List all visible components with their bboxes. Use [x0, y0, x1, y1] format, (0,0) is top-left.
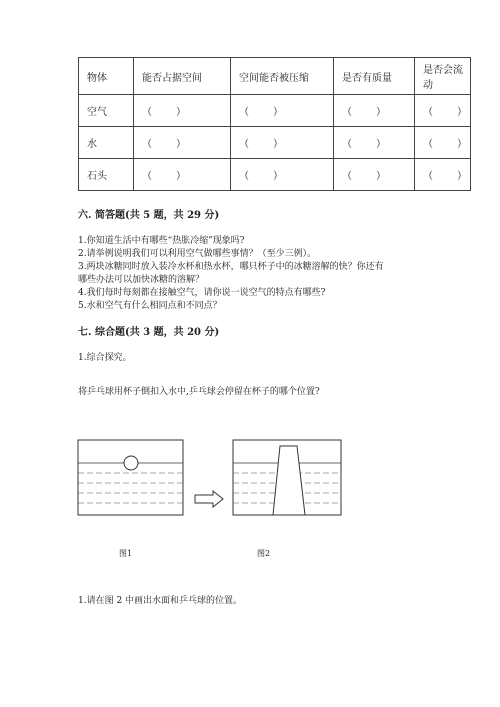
- properties-table: [78, 57, 471, 191]
- figure-1-caption: 图1: [119, 549, 133, 558]
- answer-blank[interactable]: （ ）: [334, 95, 415, 127]
- header-object: 物体: [79, 58, 134, 95]
- item-1: 1.综合探究。: [78, 353, 132, 363]
- answer-blank[interactable]: （ ）: [134, 127, 231, 159]
- answer-blank[interactable]: （ ）: [415, 127, 471, 159]
- answer-blank[interactable]: （ ）: [231, 127, 334, 159]
- question-2: 2.请举例说明我们可以利用空气做哪些事情？（至少三例）。: [78, 249, 317, 259]
- answer-blank[interactable]: （ ）: [134, 95, 231, 127]
- figure-1: [70, 435, 190, 520]
- figure-2-caption: 图2: [257, 549, 271, 558]
- question-5: 5.水和空气有什么相同点和不同点？: [78, 301, 222, 311]
- question-4: 4.我们每时每刻都在接触空气，请你说一说空气的特点有哪些?: [78, 288, 326, 298]
- question-3-cont: 哪些办法可以加快冰糖的溶解？: [78, 275, 205, 285]
- header-compressible: 空间能否被压缩: [231, 58, 334, 95]
- row-label: 石头: [79, 159, 134, 191]
- answer-blank[interactable]: （ ）: [334, 159, 415, 191]
- prompt-text: 将乒乓球用杯子倒扣入水中,乒乓球会停留在杯子的哪个位置?: [78, 387, 320, 397]
- table-row: [79, 95, 471, 127]
- table-header-row: [79, 58, 471, 95]
- answer-blank[interactable]: （ ）: [334, 127, 415, 159]
- table-row: [79, 127, 471, 159]
- question-3: 3.两块冰糖同时放入装冷水杯和热水杯，哪只杯子中的冰糖溶解的快？你还有: [78, 262, 384, 272]
- row-label: 空气: [79, 95, 134, 127]
- header-occupy-space: 能否占据空间: [134, 58, 231, 95]
- section7-title: 七. 综合题(共 3 题，共 20 分): [78, 327, 220, 338]
- header-flows: 是否会流动: [415, 58, 471, 95]
- answer-blank[interactable]: （ ）: [231, 159, 334, 191]
- table-row: [79, 159, 471, 191]
- answer-blank[interactable]: （ ）: [415, 159, 471, 191]
- arrow-icon: [193, 490, 225, 508]
- figure-2: [225, 435, 350, 520]
- question-1: 1.你知道生活中有哪些“热胀冷缩”现象吗?: [78, 236, 245, 246]
- inverted-cup: [273, 446, 305, 515]
- row-label: 水: [79, 127, 134, 159]
- answer-blank[interactable]: （ ）: [134, 159, 231, 191]
- task-text: 1.请在图 2 中画出水面和乒乓球的位置。: [78, 596, 243, 606]
- section6-title: 六. 简答题(共 5 题，共 29 分): [78, 210, 220, 221]
- answer-blank[interactable]: （ ）: [231, 95, 334, 127]
- answer-blank[interactable]: （ ）: [415, 95, 471, 127]
- header-has-mass: 是否有质量: [334, 58, 415, 95]
- ping-pong-ball: [124, 456, 138, 470]
